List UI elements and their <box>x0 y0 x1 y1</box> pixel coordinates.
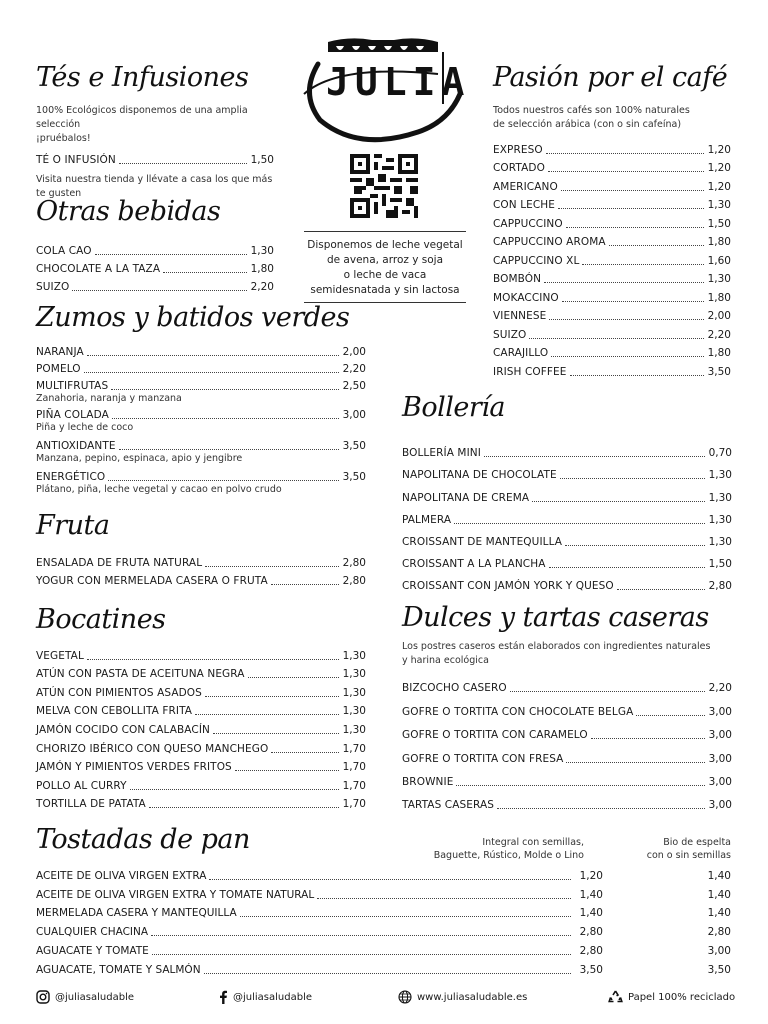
menu-item <box>36 342 366 359</box>
item-list <box>493 138 731 379</box>
item-name: CARAJILLO <box>493 347 549 359</box>
menu-item <box>402 482 732 504</box>
item-description: Zanahoria, naranja y manzana <box>36 393 182 404</box>
dot-leader <box>558 208 704 209</box>
price-espelta: 3,50 <box>707 963 731 976</box>
dot-leader <box>152 954 571 955</box>
item-price: 2,00 <box>342 346 366 358</box>
menu-item <box>36 405 366 422</box>
menu-item <box>36 258 274 276</box>
dot-leader <box>561 190 704 191</box>
item-price: 2,00 <box>707 310 731 322</box>
item-name: CROISSANT CON JAMÓN YORK Y QUESO <box>402 580 614 593</box>
menu-item <box>36 718 366 737</box>
item-name: ACEITE DE OLIVA VIRGEN EXTRA <box>36 869 207 882</box>
footer-facebook[interactable] <box>218 990 312 1004</box>
item-price: 1,80 <box>250 263 274 275</box>
item-name: IRISH COFFEE <box>493 365 567 378</box>
instagram-handle: @juliasaludable <box>55 991 135 1003</box>
desc-line: 100% Ecológicos disponemos de una amplia selección <box>36 105 248 130</box>
menu-item <box>402 766 732 789</box>
toast-item <box>36 902 731 921</box>
item-name: VEGETAL <box>36 649 84 662</box>
item-list <box>402 672 732 812</box>
item-list <box>36 342 366 496</box>
dot-leader <box>195 714 339 715</box>
item-price: 0,70 <box>708 447 732 460</box>
menu-item <box>493 212 731 231</box>
milk-note-line: semidesnatada y sin lactosa <box>310 284 460 296</box>
section-bocatines <box>36 604 366 811</box>
item-description: Plátano, piña, leche vegetal y cacao en polvo crudo <box>36 484 282 495</box>
menu-item <box>493 231 731 250</box>
dot-leader <box>163 272 246 273</box>
section-tes <box>36 62 274 201</box>
dot-leader <box>271 752 338 753</box>
dot-leader <box>213 733 339 734</box>
dot-leader <box>548 171 704 172</box>
item-price: 1,80 <box>707 236 731 248</box>
dot-leader <box>456 785 704 786</box>
item-price: 1,30 <box>708 513 732 526</box>
column-header-line: con o sin semillas <box>646 850 731 861</box>
price-espelta: 1,40 <box>707 907 731 920</box>
item-price: 1,70 <box>342 798 366 811</box>
item-name: SUIZO <box>493 328 527 341</box>
section-title: Bollería <box>402 392 505 423</box>
facebook-icon <box>218 990 228 1004</box>
item-name: COLA CAO <box>36 245 92 257</box>
menu-item <box>493 342 731 361</box>
column-header-espelta <box>600 836 731 862</box>
dot-leader <box>119 163 247 164</box>
item-price: 1,20 <box>707 180 731 193</box>
column-header-line: Bio de espelta <box>663 837 731 848</box>
brand-name: JULIA <box>326 60 471 104</box>
item-name: POLLO AL CURRY <box>36 779 127 792</box>
price-integral: 1,40 <box>579 888 603 901</box>
dot-leader <box>570 375 704 376</box>
section-title: Bocatines <box>36 604 166 635</box>
item-name: TARTAS CASERAS <box>402 799 495 812</box>
item-price: 2,20 <box>708 682 732 695</box>
item-price: 2,20 <box>707 328 731 341</box>
menu-item <box>36 465 366 484</box>
dot-leader <box>87 355 339 356</box>
item-price: 1,60 <box>707 254 731 267</box>
item-price: 1,30 <box>250 245 274 257</box>
item-name: ENERGÉTICO <box>36 471 106 483</box>
menu-item <box>36 552 366 570</box>
item-name: YOGUR CON MERMELADA CASERA O FRUTA <box>36 575 268 587</box>
item-name: JAMÓN Y PIMIENTOS VERDES FRITOS <box>36 761 232 774</box>
column-header-line: Integral con semillas, <box>482 837 584 848</box>
section-desc <box>493 104 731 132</box>
item-price: 2,80 <box>708 580 732 593</box>
item-price: 1,50 <box>707 217 731 230</box>
section-bolleria <box>402 392 732 593</box>
dot-leader <box>497 808 705 809</box>
footer-instagram[interactable] <box>36 990 134 1004</box>
column-header-integral <box>420 836 584 862</box>
item-name: MERMELADA CASERA Y MANTEQUILLA <box>36 907 237 920</box>
milk-note-line: de avena, arroz y soja <box>326 254 444 266</box>
item-name: ACEITE DE OLIVA VIRGEN EXTRA Y TOMATE NATURAL <box>36 888 315 901</box>
item-name: CAPPUCCINO <box>493 217 563 230</box>
menu-item <box>493 268 731 287</box>
dot-leader <box>566 227 704 228</box>
desc-line: y harina ecológica <box>402 655 489 666</box>
menu-item <box>493 194 731 213</box>
menu-item <box>36 276 274 294</box>
menu-item <box>493 138 731 157</box>
price-espelta: 3,00 <box>707 944 731 957</box>
dot-leader <box>566 762 704 763</box>
dot-leader <box>591 738 705 739</box>
toast-item <box>36 883 731 902</box>
julia-logo <box>298 34 471 144</box>
item-name: PALMERA <box>402 513 452 526</box>
dot-leader <box>484 456 705 457</box>
price-integral: 2,80 <box>579 944 603 957</box>
dot-leader <box>454 523 704 524</box>
item-name: POMELO <box>36 363 81 375</box>
price-integral: 2,80 <box>579 926 603 939</box>
item-name: VIENNESE <box>493 310 547 322</box>
toast-item <box>36 958 731 977</box>
item-name: JAMÓN COCIDO CON CALABACÍN <box>36 723 210 736</box>
menu-item <box>493 175 731 194</box>
dot-leader <box>209 879 571 880</box>
item-name: CORTADO <box>493 162 545 174</box>
dot-leader <box>549 567 705 568</box>
item-name: NARANJA <box>36 346 84 358</box>
item-price: 1,50 <box>250 154 274 166</box>
item-price: 1,30 <box>707 273 731 285</box>
item-price: 2,20 <box>342 363 366 375</box>
menu-item <box>402 742 732 765</box>
milk-note <box>304 231 466 303</box>
dot-leader <box>149 807 339 808</box>
price-integral: 3,50 <box>579 963 603 976</box>
item-name: CROISSANT A LA PLANCHA <box>402 558 546 571</box>
item-name: GOFRE O TORTITA CON CHOCOLATE BELGA <box>402 705 634 718</box>
dot-leader <box>609 245 704 246</box>
item-price: 1,30 <box>708 469 732 482</box>
section-title: Tés e Infusiones <box>36 62 249 93</box>
globe-icon <box>398 990 412 1004</box>
dot-leader <box>119 449 339 450</box>
dot-leader <box>551 356 703 357</box>
item-name: ATÚN CON PIMIENTOS ASADOS <box>36 686 202 699</box>
menu-item <box>36 774 366 793</box>
dot-leader <box>560 478 705 479</box>
item-name: CAPPUCCINO XL <box>493 254 580 267</box>
item-name: BIZCOCHO CASERO <box>402 682 507 695</box>
item-price: 1,20 <box>707 162 731 174</box>
item-price: 2,80 <box>342 557 366 569</box>
item-price: 3,00 <box>708 705 732 718</box>
section-title: Otras bebidas <box>36 196 221 227</box>
menu-item <box>493 249 731 268</box>
section-title: Fruta <box>36 510 110 541</box>
section-note: Visita nuestra tienda y llévate a casa los que más te gusten <box>36 174 273 199</box>
dot-leader <box>529 338 703 339</box>
dot-leader <box>130 789 339 790</box>
menu-item <box>36 644 366 663</box>
item-list <box>36 644 366 811</box>
item-price: 1,70 <box>342 779 366 792</box>
menu-item <box>402 789 732 812</box>
menu-item <box>402 527 732 549</box>
menu-item <box>36 756 366 775</box>
dot-leader <box>546 153 704 154</box>
dot-leader <box>510 691 705 692</box>
footer <box>36 990 736 1010</box>
recycled-note: Papel 100% reciclado <box>628 991 736 1003</box>
menu-item <box>36 376 366 393</box>
item-price: 3,00 <box>708 752 732 765</box>
item-name: CAPPUCCINO AROMA <box>493 236 606 248</box>
footer-web[interactable] <box>398 990 527 1004</box>
section-cafe <box>493 62 731 379</box>
item-name: CON LECHE <box>493 199 556 211</box>
menu-item <box>36 700 366 719</box>
item-price: 1,30 <box>707 199 731 211</box>
item-name: GOFRE O TORTITA CON CARAMELO <box>402 729 588 742</box>
dot-leader <box>108 480 338 481</box>
menu-item <box>36 434 366 453</box>
menu-item <box>36 154 274 167</box>
menu-item <box>402 549 732 571</box>
dot-leader <box>271 584 339 585</box>
menu-item <box>36 240 274 258</box>
dot-leader <box>248 677 339 678</box>
item-name: BOMBÓN <box>493 273 542 285</box>
dot-leader <box>617 589 705 590</box>
menu-item <box>402 571 732 593</box>
item-name: BROWNIE <box>402 775 454 788</box>
item-price: 1,30 <box>708 535 732 548</box>
dot-leader <box>235 770 339 771</box>
menu-item <box>36 793 366 812</box>
menu-item <box>402 460 732 482</box>
item-name: CHOCOLATE A LA TAZA <box>36 263 161 275</box>
toast-item <box>36 920 731 939</box>
item-price: 3,50 <box>342 440 366 452</box>
recycle-icon <box>608 990 623 1004</box>
item-price: 3,00 <box>708 729 732 742</box>
menu-item <box>493 323 731 342</box>
facebook-handle: @juliasaludable <box>233 991 313 1003</box>
desc-line: Todos nuestros cafés son 100% naturales <box>493 105 690 116</box>
section-title: Tostadas de pan <box>36 824 250 855</box>
dot-leader <box>532 501 704 502</box>
dot-leader <box>112 418 339 419</box>
item-name: BOLLERÍA MINI <box>402 447 481 460</box>
dot-leader <box>151 935 571 936</box>
section-desc <box>36 104 274 146</box>
toast-item <box>36 864 731 883</box>
item-name: AGUACATE Y TOMATE <box>36 944 149 957</box>
menu-item <box>36 359 366 376</box>
footer-recycled <box>608 990 735 1004</box>
menu-item <box>36 663 366 682</box>
menu-item <box>36 681 366 700</box>
dot-leader <box>205 696 339 697</box>
section-title: Dulces y tartas caseras <box>402 602 709 633</box>
instagram-icon <box>36 990 50 1004</box>
desc-line: de selección arábica (con o sin cafeína) <box>493 119 682 130</box>
item-price: 2,50 <box>342 380 366 392</box>
dot-leader <box>636 715 704 716</box>
item-name: NAPOLITANA DE CHOCOLATE <box>402 469 557 482</box>
dot-leader <box>111 389 338 390</box>
item-price: 2,80 <box>342 575 366 587</box>
item-price: 3,00 <box>342 409 366 421</box>
section-desc <box>402 640 732 668</box>
item-price: 1,30 <box>708 491 732 504</box>
item-price: 1,80 <box>707 347 731 359</box>
item-price: 3,50 <box>707 365 731 378</box>
item-name: ATÚN CON PASTA DE ACEITUNA NEGRA <box>36 668 245 681</box>
price-integral: 1,40 <box>579 907 603 920</box>
item-name: GOFRE O TORTITA CON FRESA <box>402 752 564 765</box>
section-dulces <box>402 602 732 812</box>
menu-item <box>493 305 731 324</box>
menu-item <box>402 672 732 695</box>
item-list <box>36 552 366 588</box>
section-zumos <box>36 302 366 496</box>
qr-code <box>350 154 418 218</box>
item-name: MOKACCINO <box>493 291 559 304</box>
item-name: ANTIOXIDANTE <box>36 440 116 452</box>
item-name: AMERICANO <box>493 180 558 193</box>
item-list <box>36 240 274 294</box>
desc-line: Los postres caseros están elaborados con ingredientes naturales <box>402 641 711 652</box>
dot-leader <box>87 659 339 660</box>
item-price: 1,70 <box>342 761 366 774</box>
desc-line: ¡pruébalos! <box>36 133 91 144</box>
section-title: Pasión por el café <box>493 62 728 93</box>
item-price: 1,80 <box>707 291 731 304</box>
menu-item <box>493 157 731 176</box>
item-price: 2,20 <box>250 281 274 293</box>
item-name: PIÑA COLADA <box>36 409 109 421</box>
item-name: CUALQUIER CHACINA <box>36 926 149 939</box>
menu-item <box>493 360 731 379</box>
item-price: 1,30 <box>342 686 366 699</box>
item-price: 1,30 <box>342 649 366 662</box>
dot-leader <box>549 319 703 320</box>
toast-list <box>36 864 731 977</box>
dot-leader <box>95 254 247 255</box>
item-name: CHORIZO IBÉRICO CON QUESO MANCHEGO <box>36 742 269 755</box>
item-description: Manzana, pepino, espinaca, apio y jengibre <box>36 453 243 464</box>
dot-leader <box>565 545 705 546</box>
item-name: TORTILLA DE PATATA <box>36 798 146 811</box>
item-name: CROISSANT DE MANTEQUILLA <box>402 535 563 548</box>
item-name: TÉ O INFUSIÓN <box>36 154 116 166</box>
menu-item <box>402 505 732 527</box>
section-title: Zumos y batidos verdes <box>36 302 350 333</box>
dot-leader <box>240 916 571 917</box>
item-name: ENSALADA DE FRUTA NATURAL <box>36 557 203 569</box>
section-otras <box>36 196 274 294</box>
price-espelta: 2,80 <box>707 926 731 939</box>
menu-item <box>36 737 366 756</box>
price-espelta: 1,40 <box>707 888 731 901</box>
section-fruta <box>36 510 366 588</box>
price-espelta: 1,40 <box>707 869 731 882</box>
dot-leader <box>317 898 571 899</box>
dot-leader <box>582 264 703 265</box>
item-name: SUIZO <box>36 281 70 293</box>
dot-leader <box>72 290 246 291</box>
item-list <box>402 438 732 593</box>
item-name: EXPRESO <box>493 143 543 156</box>
item-description: Piña y leche de coco <box>36 422 134 433</box>
dot-leader <box>205 566 338 567</box>
milk-note-line: Disponemos de leche vegetal <box>307 239 463 251</box>
menu-item <box>402 438 732 460</box>
menu-item <box>402 695 732 718</box>
website-url: www.juliasaludable.es <box>417 991 528 1003</box>
item-price: 1,30 <box>342 705 366 718</box>
item-price: 3,00 <box>708 775 732 788</box>
item-price: 3,50 <box>342 471 366 483</box>
item-name: AGUACATE, TOMATE Y SALMÓN <box>36 963 201 976</box>
item-price: 1,50 <box>708 558 732 571</box>
item-name: MULTIFRUTAS <box>36 380 109 392</box>
dot-leader <box>204 973 571 974</box>
milk-note-line: o leche de vaca <box>343 269 427 281</box>
price-integral: 1,20 <box>579 869 603 882</box>
menu-item <box>402 719 732 742</box>
item-price: 1,20 <box>707 143 731 156</box>
item-price: 1,70 <box>342 742 366 755</box>
item-name: NAPOLITANA DE CREMA <box>402 491 530 504</box>
dot-leader <box>544 282 704 283</box>
dot-leader <box>84 372 339 373</box>
menu-item <box>493 286 731 305</box>
item-price: 1,30 <box>342 723 366 736</box>
item-price: 1,30 <box>342 668 366 681</box>
item-price: 3,00 <box>708 799 732 812</box>
dot-leader <box>562 301 704 302</box>
item-name: MELVA CON CEBOLLITA FRITA <box>36 705 193 718</box>
menu-item <box>36 570 366 588</box>
toast-item <box>36 939 731 958</box>
column-header-line: Baguette, Rústico, Molde o Lino <box>433 850 584 861</box>
